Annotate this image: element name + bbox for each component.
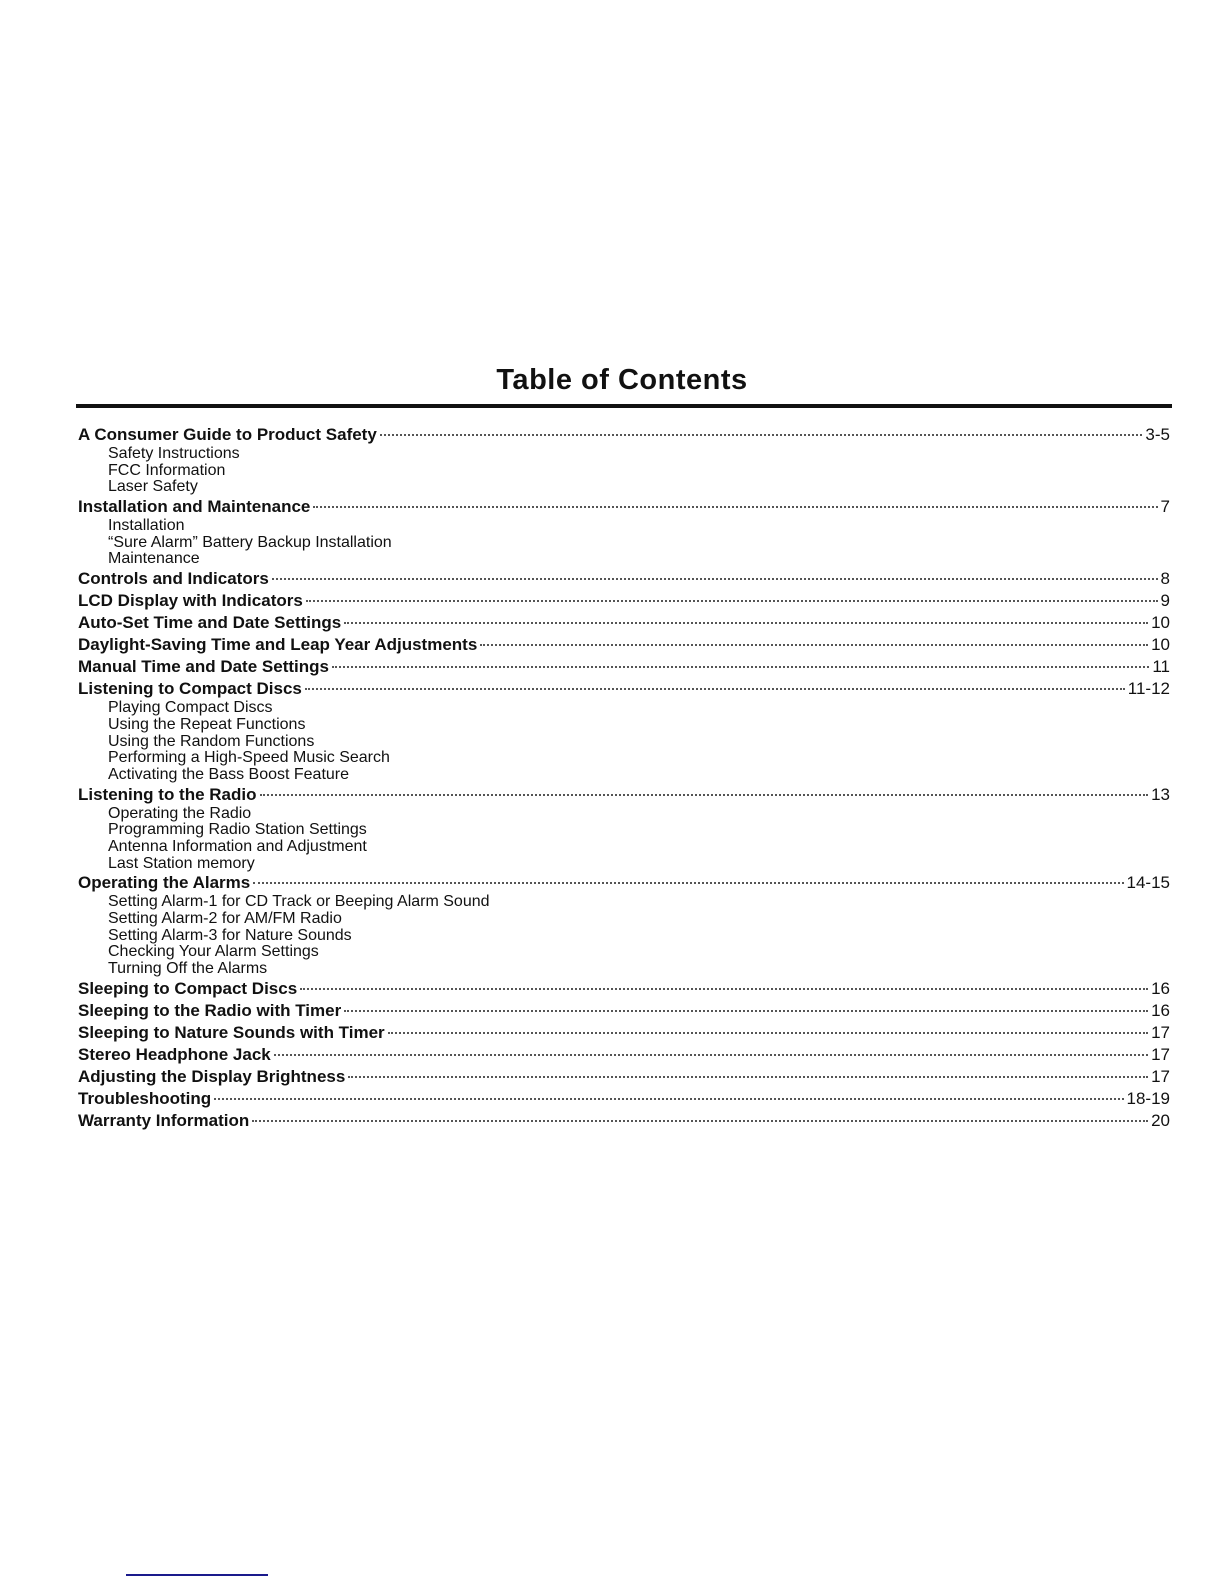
toc-entry-title: Adjusting the Display Brightness [78,1066,346,1086]
toc-entry [78,590,1170,612]
page-title [0,364,1224,397]
toc-entry-title: A Consumer Guide to Product Safety [78,425,377,444]
toc-entry-page: 17 [1151,1066,1170,1086]
toc-entry-page: 11 [1152,657,1170,677]
toc-entry [78,1044,1170,1066]
toc-entry-page: 17 [1151,1044,1170,1064]
toc-entry-title: Listening to the Radio [78,784,257,804]
dot-leader [272,578,1158,580]
toc-entry-title: Sleeping to the Radio with Timer [78,1000,342,1020]
dot-leader [388,1032,1148,1034]
dot-leader [480,644,1148,646]
toc-entry-title: Sleeping to Nature Sounds with Timer [78,1022,385,1042]
toc-entry-page: 16 [1151,1000,1170,1020]
toc-entry-title: Warranty Information [78,1110,250,1130]
toc-entry [78,1066,1170,1088]
toc-subentry: Maintenance [108,550,200,568]
toc-entry-page: 10 [1151,635,1170,655]
dot-leader [332,666,1149,668]
toc-subentry: Operating the Radio [108,804,252,822]
toc-entry [78,1110,1170,1132]
toc-entry [78,678,1170,700]
toc-entry [78,496,1170,518]
toc-entry-title: Controls and Indicators [78,569,269,589]
toc-entry-page: 9 [1160,591,1170,611]
toc-entry-title: Troubleshooting [78,1088,212,1108]
toc-subentry: Turning Off the Alarms [108,960,268,978]
toc-subentry: Playing Compact Discs [108,699,273,717]
dot-leader [380,434,1143,436]
toc-subentry: Setting Alarm-1 for CD Track or Beeping Alarm Sound [108,893,490,911]
toc-subentry: Using the Repeat Functions [108,715,306,733]
toc-subentry: Using the Random Functions [108,732,315,750]
toc-entry [78,424,1170,446]
toc-entry [78,978,1170,1000]
toc-entry-page: 17 [1151,1022,1170,1042]
toc-entry-page: 10 [1151,613,1170,633]
toc-entry-title: Installation and Maintenance [78,497,311,517]
toc-subentry: Laser Safety [108,478,198,496]
toc-entry-page: 14-15 [1126,873,1170,893]
footer-line [126,1574,268,1576]
toc-entry-page: 3-5 [1145,425,1170,444]
toc-subentry: Safety Instructions [108,445,240,462]
toc-entry [78,612,1170,634]
toc-subentry: FCC Information [108,461,226,479]
page-title-text: Table of Contents [496,364,748,396]
toc-entry-page: 18-19 [1126,1088,1170,1108]
dot-leader [306,600,1158,602]
toc-entry-page: 13 [1151,784,1170,804]
toc-subentry: Checking Your Alarm Settings [108,943,319,961]
toc-entry-title: Stereo Headphone Jack [78,1044,271,1064]
toc-subentry: Setting Alarm-3 for Nature Sounds [108,926,352,944]
dot-leader [252,1120,1148,1122]
toc-subentry: Last Station memory [108,854,255,872]
toc-entry-title: Daylight-Saving Time and Leap Year Adjustments [78,635,478,655]
toc-entry-page: 16 [1151,978,1170,998]
dot-leader [214,1098,1123,1100]
dot-leader [253,882,1123,884]
title-rule [76,404,1172,408]
toc-entry [78,634,1170,656]
toc-subentry: Setting Alarm-2 for AM/FM Radio [108,910,342,927]
dot-leader [344,1010,1148,1012]
dot-leader [344,622,1148,624]
dot-leader [274,1054,1148,1056]
dot-leader [313,506,1157,508]
toc-subentry: “Sure Alarm” Battery Backup Installation [108,533,392,551]
toc-entry-title: LCD Display with Indicators [78,591,303,611]
toc-entry-title: Operating the Alarms [78,873,251,893]
toc-entry-title: Manual Time and Date Settings [78,657,329,677]
dot-leader [260,794,1149,796]
toc-subentry: Programming Radio Station Settings [108,821,367,839]
toc-subentry: Performing a High-Speed Music Search [108,749,390,767]
table-of-contents [78,424,1170,1132]
toc-entry-title: Listening to Compact Discs [78,679,302,699]
dot-leader [305,688,1125,690]
dot-leader [300,988,1148,990]
toc-entry-page: 8 [1160,569,1170,589]
toc-entry-page: 11-12 [1127,679,1170,699]
toc-subentry: Antenna Information and Adjustment [108,837,367,855]
dot-leader [348,1076,1148,1078]
toc-entry-title: Sleeping to Compact Discs [78,978,298,998]
toc-entry [78,1088,1170,1110]
toc-entry-title: Auto-Set Time and Date Settings [78,613,342,633]
toc-entry [78,1000,1170,1022]
toc-entry [78,656,1170,678]
toc-entry [78,784,1170,806]
toc-entry [78,1022,1170,1044]
toc-entry-page: 20 [1151,1110,1170,1130]
toc-entry [78,568,1170,590]
toc-entry-page: 7 [1160,497,1170,517]
toc-subentry: Activating the Bass Boost Feature [108,765,350,783]
toc-subentry: Installation [108,517,185,535]
toc-entry [78,872,1170,894]
